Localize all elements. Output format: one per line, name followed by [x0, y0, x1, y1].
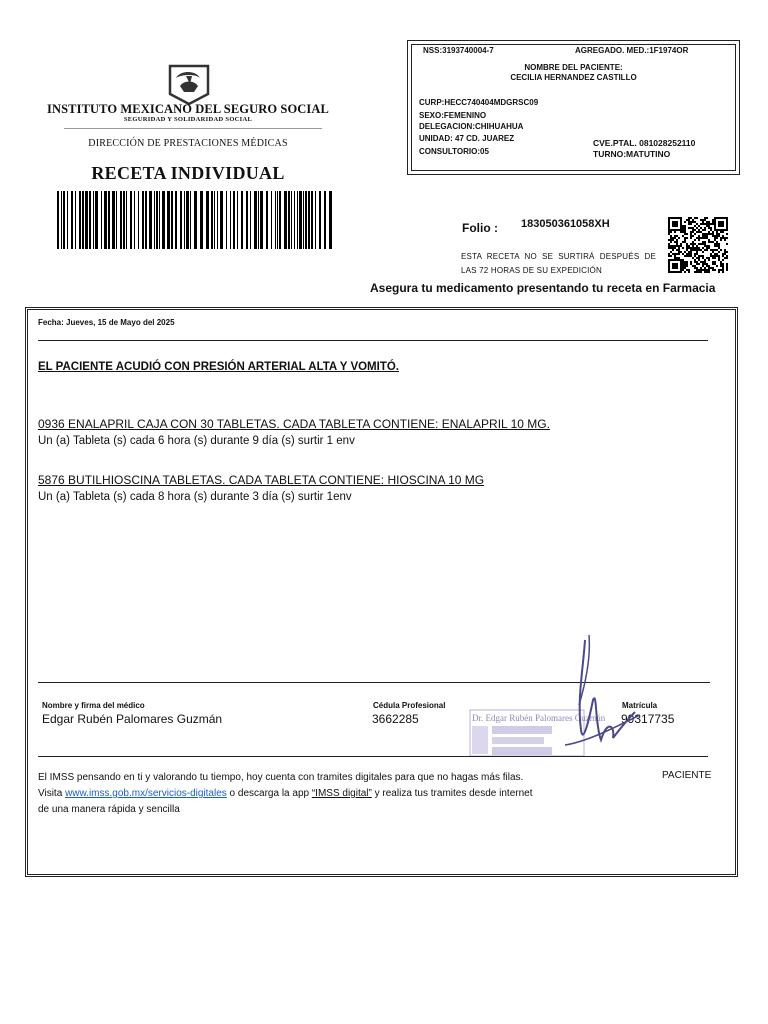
footer-middle: o descarga la app [226, 788, 312, 799]
copy-type: PACIENTE [662, 770, 712, 781]
patient-curp: CURP:HECC740404MDGRSC09 [419, 98, 539, 107]
divider [38, 340, 708, 341]
medication-dose: Un (a) Tableta (s) cada 6 hora (s) durante 9 día (s) surtir 1 env [38, 435, 355, 447]
institution-subtitle: SEGURIDAD Y SOLIDARIDAD SOCIAL [123, 116, 253, 123]
patient-unidad: UNIDAD: 47 CD. JUAREZ [419, 134, 515, 143]
patient-agregado: AGREGADO. MED.:1F1974OR [575, 46, 689, 55]
qr-code-icon [668, 217, 728, 273]
footer-line: El IMSS pensando en ti y valorando tu tiempo, hoy cuenta con tramites digitales para que no hagas más filas. [38, 772, 524, 783]
footer-visita: Visita [38, 788, 66, 799]
app-name: “IMSS digital” [311, 788, 372, 799]
divider [38, 756, 708, 757]
footer-line: de una manera rápida y sencilla [38, 804, 180, 815]
patient-name: CECILIA HERNANDEZ CASTILLO [510, 73, 637, 82]
doctor-name: Edgar Rubén Palomares Guzmán [42, 712, 223, 726]
folio-number: 183050361058XH [521, 218, 610, 230]
diagnosis: EL PACIENTE ACUDIÓ CON PRESIÓN ARTERIAL ALTA Y VOMITÓ. [38, 361, 399, 373]
matricula-value: 99317735 [621, 712, 675, 726]
doctor-signature-icon [555, 630, 645, 770]
medication-title: 5876 BUTILHIOSCINA TABLETAS. CADA TABLETA CONTIENE: HIOSCINA 10 MG [38, 473, 485, 487]
stamp-text: Dr. Edgar Rubén Palomares Guzmán [472, 713, 606, 723]
medication-title: 0936 ENALAPRIL CAJA CON 30 TABLETAS. CADA TABLETA CONTIENE: ENALAPRIL 10 MG. [38, 417, 550, 431]
folio-label: Folio : [462, 221, 498, 235]
institution-name: INSTITUTO MEXICANO DEL SEGURO SOCIAL [47, 102, 329, 116]
divider [64, 128, 322, 129]
imss-logo-icon [166, 64, 212, 106]
cedula-value: 3662285 [372, 712, 419, 726]
page-title: RECETA INDIVIDUAL [91, 163, 285, 183]
direction-name: DIRECCIÓN DE PRESTACIONES MÉDICAS [88, 138, 288, 149]
footer-line [38, 786, 628, 802]
patient-turno: TURNO:MATUTINO [593, 149, 671, 159]
prescription-date: Fecha: Jueves, 15 de Mayo del 2025 [38, 318, 175, 327]
patient-sexo: SEXO:FEMENINO [419, 111, 487, 120]
doctor-name-label: Nombre y firma del médico [42, 701, 145, 710]
expiration-notice: ESTA RECETA NO SE SURTIRÁ DESPUÉS DE LAS 72 HORAS DE SU EXPEDICIÓN [461, 252, 656, 275]
patient-delegacion: DELEGACION:CHIHUAHUA [419, 122, 524, 131]
patient-cve-ptal: CVE.PTAL. 081028252110 [593, 138, 696, 148]
patient-name-label: NOMBRE DEL PACIENTE: [524, 63, 623, 72]
imss-services-link[interactable]: www.imss.gob.mx/servicios-digitales [65, 788, 227, 799]
matricula-label: Matrícula [622, 701, 658, 710]
barcode-icon [57, 191, 333, 249]
medication-dose: Un (a) Tableta (s) cada 8 hora (s) durante 3 día (s) surtir 1env [38, 491, 352, 503]
pharmacy-notice: Asegura tu medicamento presentando tu receta en Farmacia [370, 281, 716, 295]
patient-nss: NSS:3193740004-7 [423, 46, 494, 55]
footer-end: y realiza tus tramites desde internet [371, 788, 533, 799]
cedula-label: Cédula Profesional [373, 701, 446, 710]
patient-consultorio: CONSULTORIO:05 [419, 147, 489, 156]
footer-text [38, 770, 628, 818]
